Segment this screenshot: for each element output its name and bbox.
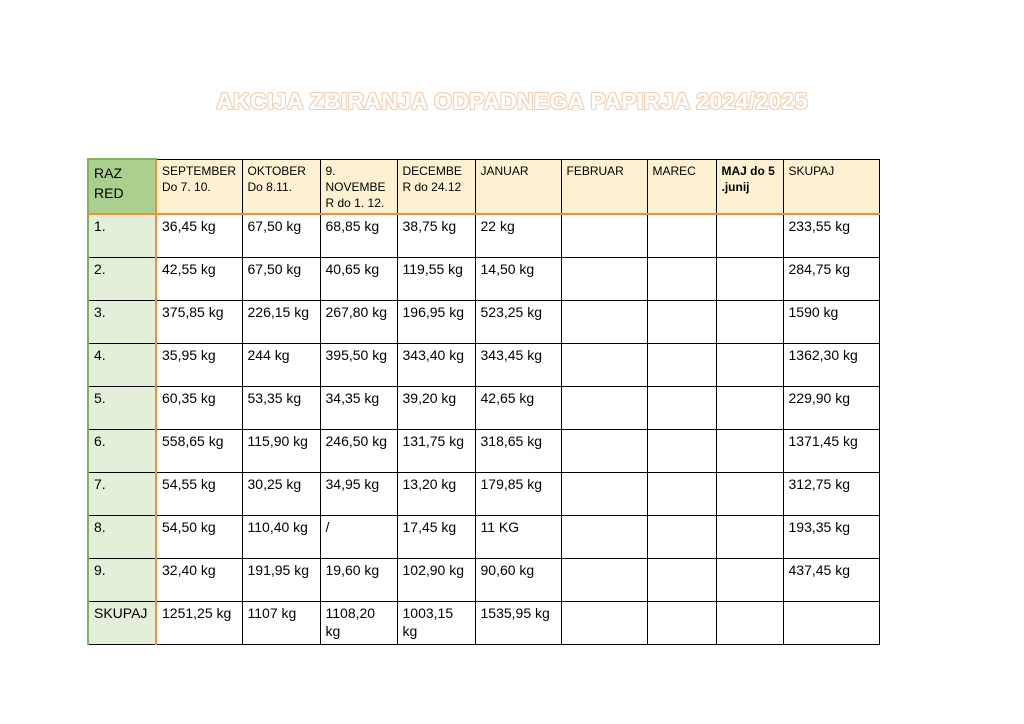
table-cell [561,601,647,644]
table-cell: 17,45 kg [397,515,475,558]
table-cell [647,386,716,429]
table-cell [716,300,783,343]
table-cell: 39,20 kg [397,386,475,429]
table-cell: 32,40 kg [156,558,242,601]
table-cell [561,472,647,515]
row-label: SKUPAJ [88,601,156,644]
table-cell: 131,75 kg [397,429,475,472]
table-cell [716,558,783,601]
row-label: 8. [88,515,156,558]
table-cell: 119,55 kg [397,257,475,300]
paper-collection-table [87,158,880,645]
table-cell [647,558,716,601]
row-label: 7. [88,472,156,515]
table-row [88,214,879,258]
table-cell: 312,75 kg [783,472,879,515]
table-cell: 42,65 kg [475,386,561,429]
table-cell: 191,95 kg [242,558,320,601]
table-cell: 67,50 kg [242,257,320,300]
table-cell [561,429,647,472]
table-cell [716,257,783,300]
table-cell [716,601,783,644]
table-cell: 1362,30 kg [783,343,879,386]
table-cell: 1108,20 kg [320,601,397,644]
table-cell [647,300,716,343]
header-september: SEPTEMBER Do 7. 10. [156,159,242,214]
table-cell [561,257,647,300]
table-cell: 318,65 kg [475,429,561,472]
table-cell: 19,60 kg [320,558,397,601]
table-cell: 1107 kg [242,601,320,644]
table-row [88,558,879,601]
table-cell: 343,40 kg [397,343,475,386]
header-skupaj: SKUPAJ [783,159,879,214]
header-class: RAZ RED [88,159,156,214]
table-cell: 1371,45 kg [783,429,879,472]
table-cell [783,601,879,644]
table-cell [561,515,647,558]
header-maj: MAJ do 5 .junij [716,159,783,214]
row-label: 2. [88,257,156,300]
row-label: 3. [88,300,156,343]
table-cell: 1535,95 kg [475,601,561,644]
table-cell: 1003,15 kg [397,601,475,644]
table-cell: 68,85 kg [320,214,397,258]
header-marec: MAREC [647,159,716,214]
table-cell [716,386,783,429]
row-label: 9. [88,558,156,601]
header-row [88,159,879,214]
table-cell: 233,55 kg [783,214,879,258]
table-cell: 437,45 kg [783,558,879,601]
table-cell: 54,50 kg [156,515,242,558]
table-cell: 523,25 kg [475,300,561,343]
row-label: 4. [88,343,156,386]
table-cell: 34,95 kg [320,472,397,515]
table-row [88,601,879,644]
header-december: DECEMBER do 24.12 [397,159,475,214]
table-cell: 34,35 kg [320,386,397,429]
table-cell: 196,95 kg [397,300,475,343]
table-cell [716,343,783,386]
table-cell: 35,95 kg [156,343,242,386]
table-cell: 1251,25 kg [156,601,242,644]
table-row [88,300,879,343]
table-cell [716,472,783,515]
table-row [88,343,879,386]
table-cell: 1590 kg [783,300,879,343]
table-cell [647,601,716,644]
row-label: 1. [88,214,156,258]
table-cell: 67,50 kg [242,214,320,258]
table-cell: 110,40 kg [242,515,320,558]
header-februar: FEBRUAR [561,159,647,214]
table-cell: 11 KG [475,515,561,558]
header-januar: JANUAR [475,159,561,214]
table-cell: 60,35 kg [156,386,242,429]
table-cell [561,343,647,386]
table-cell [647,214,716,258]
header-november: 9. NOVEMBER do 1. 12. [320,159,397,214]
table-cell: 53,35 kg [242,386,320,429]
table-cell [647,515,716,558]
table-row [88,472,879,515]
row-label: 5. [88,386,156,429]
table-row [88,386,879,429]
header-oktober: OKTOBER Do 8.11. [242,159,320,214]
table-cell: 22 kg [475,214,561,258]
table-cell: 115,90 kg [242,429,320,472]
table-cell: 38,75 kg [397,214,475,258]
row-label: 6. [88,429,156,472]
table-cell: 246,50 kg [320,429,397,472]
table-cell: 558,65 kg [156,429,242,472]
table-cell: 244 kg [242,343,320,386]
table-cell: / [320,515,397,558]
table-cell: 102,90 kg [397,558,475,601]
table-cell: 36,45 kg [156,214,242,258]
table-cell [561,386,647,429]
table-cell [716,214,783,258]
table-cell: 375,85 kg [156,300,242,343]
table-cell [716,429,783,472]
table-row [88,515,879,558]
table-cell: 54,55 kg [156,472,242,515]
table-cell [647,343,716,386]
table-cell [647,429,716,472]
table-cell: 42,55 kg [156,257,242,300]
table-cell: 40,65 kg [320,257,397,300]
table-row [88,257,879,300]
table-cell [647,257,716,300]
table-cell: 229,90 kg [783,386,879,429]
table-row [88,429,879,472]
table-cell: 30,25 kg [242,472,320,515]
table-cell: 13,20 kg [397,472,475,515]
table-cell [561,300,647,343]
table-cell: 179,85 kg [475,472,561,515]
table-cell: 14,50 kg [475,257,561,300]
table-cell: 343,45 kg [475,343,561,386]
table-cell [716,515,783,558]
table-cell [561,558,647,601]
table-cell: 90,60 kg [475,558,561,601]
table-cell: 395,50 kg [320,343,397,386]
table-cell [647,472,716,515]
page-title: AKCIJA ZBIRANJA ODPADNEGA PAPIRJA 2024/2025 [216,88,808,114]
table-cell [561,214,647,258]
table-cell: 193,35 kg [783,515,879,558]
table-cell: 267,80 kg [320,300,397,343]
table-cell: 284,75 kg [783,257,879,300]
table-cell: 226,15 kg [242,300,320,343]
